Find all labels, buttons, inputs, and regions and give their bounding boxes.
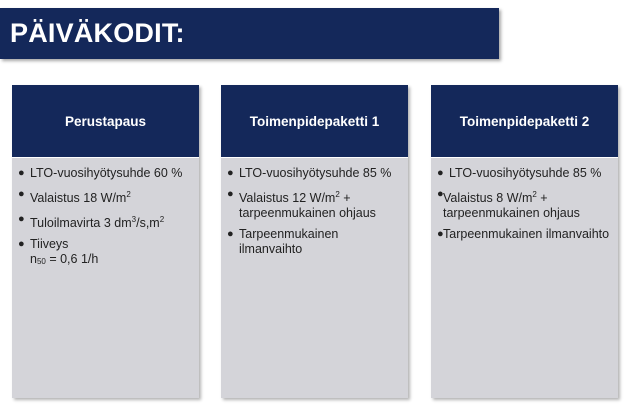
list-item-text: Tarpeenmukainen ilmanvaihto <box>239 227 339 256</box>
list-item-text <box>239 187 400 221</box>
bullet-dot-icon: ● <box>227 228 234 240</box>
list-item <box>437 227 610 242</box>
list-item <box>18 212 191 231</box>
card-heading: Perustapaus <box>12 85 199 158</box>
bullet-dot-icon: ● <box>18 188 25 200</box>
text-part: Tuloilmavirta 3 dm <box>30 216 132 230</box>
list-item-text: LTO-vuosihyötysuhde 85 % <box>449 166 602 180</box>
bullet-dot-icon: ● <box>437 167 444 179</box>
text-line <box>30 252 191 269</box>
card-heading: Toimenpidepaketti 1 <box>221 85 408 158</box>
card-body <box>12 158 199 398</box>
bullet-dot-icon: ● <box>437 188 444 200</box>
list-item-text <box>30 237 191 269</box>
text-part: n <box>30 252 37 266</box>
card-toimenpidepaketti-2 <box>431 85 618 398</box>
list-item-text: Tarpeenmukainen ilmanvaihto <box>443 227 610 241</box>
list-item <box>227 187 400 221</box>
superscript: 2 <box>126 190 131 199</box>
bullet-dot-icon: ● <box>18 167 25 179</box>
superscript: 2 <box>335 190 340 199</box>
text-part: = 0,6 1/h <box>45 252 99 266</box>
list-item-text <box>30 187 191 206</box>
card-heading: Toimenpidepaketti 2 <box>431 85 618 158</box>
text-part: /s,m <box>136 216 160 230</box>
bullet-dot-icon: ● <box>227 188 234 200</box>
list-item-text: LTO-vuosihyötysuhde 60 % <box>30 166 183 180</box>
superscript: 2 <box>532 190 537 199</box>
list-item <box>18 187 191 206</box>
text-part: Valaistus 8 W/m <box>443 191 533 205</box>
list-item <box>437 166 610 181</box>
card-toimenpidepaketti-1 <box>221 85 408 398</box>
list-item <box>437 187 610 221</box>
bullet-dot-icon: ● <box>227 167 234 179</box>
list-item-text: LTO-vuosihyötysuhde 85 % <box>239 166 392 180</box>
bullet-dot-icon: ● <box>18 213 25 225</box>
list-item-text <box>30 212 191 231</box>
list-item <box>227 227 400 257</box>
superscript: 3 <box>131 215 137 224</box>
bullet-dot-icon: ● <box>437 228 444 240</box>
text-part: Valaistus 18 W/m <box>30 191 127 205</box>
list-item-text <box>443 187 610 221</box>
text-part: + tarpeenmukainen ohjaus <box>239 191 376 220</box>
page-title: PÄIVÄKODIT: <box>0 8 499 59</box>
card-perustapaus <box>12 85 199 398</box>
subscript: 50 <box>36 257 46 266</box>
bullet-dot-icon: ● <box>18 238 25 250</box>
text-part: + tarpeenmukainen ohjaus <box>443 191 580 220</box>
card-body <box>431 158 618 398</box>
list-item <box>18 237 191 269</box>
text-part: Valaistus 12 W/m <box>239 191 336 205</box>
text-part: Tiiveys <box>30 237 69 251</box>
card-body <box>221 158 408 398</box>
list-item <box>18 166 191 181</box>
superscript: 2 <box>159 215 165 224</box>
list-item <box>227 166 400 181</box>
